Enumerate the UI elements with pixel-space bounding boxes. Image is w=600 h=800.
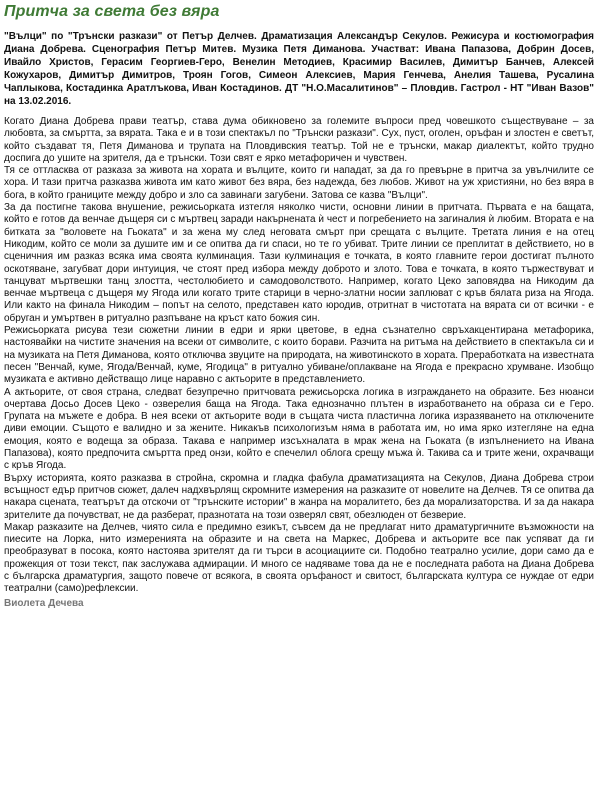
article-title: Притча за света без вяра (4, 3, 220, 20)
article-paragraph: Върху историята, която разказва в стройна, скромна и гладка фабула драматизацията на Секулов, Диана Добрева строи всъщност едър притчов сюжет, далеч надхвърлящ скромните измерения на разказите от новелите на Делчев. Тя се опитва да накара сцената, театърът да отскочи от "трънските истории" в жанра на моралитето, без да морализаторства. И за да накара зрителите да почувстват, не да разберат, празнотата на този озверял свят, обезлюден от безверие. (4, 472, 594, 521)
article-paragraph: Макар разказите на Делчев, чиято сила е предимно езикът, съвсем да не предлагат нито драматургичните възможности на пиесите на Лорка, нито измеренията на образите и на света на Маркес, Добрева и актьорите все пак успяват да ги преобразуват в посока, която настоява зрителят да ги търси в асоциациите си. Подобно театрално усилие, дори само да е прожекция от този текст, пак заслужава адмирации. И много се надяваме това да не е последната работа на Диана Добрева с българска драматургия, защото повече от всякога, в своята оръфаност и свитост, българската култура се нуждае от едри театрални (само)рефлексии. (4, 521, 594, 595)
article-paragraph: Режисьорката рисува тези сюжетни линии в едри и ярки цветове, в една съзнателно свръхакцентирана метафорика, настоявайки на чистите значения на всеки от символите, с които борави. Разчита на ритъма на действието в спектакъла си и на музиката на Петя Диманова, която отключва звуците на природата, на животинското в хората. Преработката на известната песен "Венчай, куме, Ягода/Венчай, куме, Ягодица" в ритуално убиване/оплакване на Ягода е прекрасно хрумване. Изобщо музиката е активно действащо лице наравно с актьорите в представлението. (4, 325, 594, 386)
author-name: Виолета Дечева (4, 597, 84, 609)
article-paragraph: Когато Диана Добрева прави театър, става дума обикновено за големите въпроси пред човешкото съществуване – за любовта, за смъртта, за вярата. Така е и в този спектакъл по "Трънски разкази". Сух, пуст, оголен, оръфан и злостен е светът, който създават тя, Петя Диманова и трупата на Пловдивския театър. Той не е трънски, макар диалектът, който трудно доспига до ушите на зрителя, да е трънски. Този свят е ярко метафоричен и чувствен. (4, 116, 594, 164)
article-paragraph: За да постигне такова внушение, режисьорката изтегля няколко чисти, основни линии в притчата. Първата е на бащата, който е готов да венчае дъщеря си с мъртвец заради накърнената ѝ чест и погребението на загиналия ѝ любим. Втората е на битката за "воловете на Гьоката" и за жена му след неговата смърт при срещата с вълците. Третата линия е на отец Никодим, който се моли за душите им и се опитва да ги спаси, но те го убиват. Трите линии се преплитат в действието, но в сценичния им разказ всяка има своята кулминация. Тази кулминация е точката, в която главните герои достигат пълното оскотяване, загубват дори интуиция, че стоят пред избора между доброто и злото. Това е точката, в която тържествуват и танцуват мъртвешки танц злостта, честолюбието и самодоволството. Например, когато Цеко заповядва на Никодим да венчае мъртвеца с дъщеря му Ягода или когато трите старици в черно-златни носии заплюват с кръв бялата риза на Ягода. Или както на финала Никодим – попът на селото, представен като юродив, отритнат в чистотата на вярата си от всички - е обруган и умъртвен в ритуално разпъване на кръст като божия син. (4, 202, 594, 324)
article-paragraph: Тя се оттласква от разказа за живота на хората и вълците, които ги нападат, за да го превърне в притча за увълчилите се хора. И тази притча разказва живота им като живот без вяра, без надежда, без любов. Живот на уж християни, но без вяра в бога, в който границите между добро и зло са завинаги загубени. Затова се казва "Вълци". (4, 165, 594, 201)
production-credits: "Вълци" по "Трънски разкази" от Петър Делчев. Драматизация Александър Секулов. Режисура и костюмография Диана Добрева. Сценография Петър Митев. Музика Петя Диманова. Участват: Ивана Папазова, Добрин Досев, Ивайло Христов, Герасим Георгиев-Геро, Венелин Методиев, Красимир Василев, Димитър Банчев, Алексей Кожухаров, Димитър Димитров, Троян Гогов, Симеон Алексиев, Мария Генчева, Анелия Ташева, Русалина Чаплыкова, Костадинка Аратлъкова, Иван Костадинов. ДТ "Н.О.Масалитинов" – Пловдив. Гастрол - НТ "Иван Вазов" на 13.02.2016. (4, 31, 594, 107)
article-paragraph: А актьорите, от своя страна, следват безупречно притчовата режисьорска логика в изграждането на образите. Без нюанси очертава Досьо Досев Цеко - озверелия баща на Ягода. Така еднозначно плътен в изработването на образа си е Геро. Групата на мъжете е добра. В нея всеки от актьорите води в същата чиста пластична логика изразяването на отключените диви емоции. Същото е валидно и за жените. Никакъв психологизъм няма в работата им, но има ярко изтегляне на една емоция, която е водеща за образа. Такава е например изсъхналата в мрак жена на Гьоката (в изпълнението на Ивана Папазова), която предпочита смъртта пред онзи, който е спечелил облога срещу мъжа ѝ. Такива са и трите жени, охрачващи с кръв Ягода. (4, 386, 594, 472)
article-body (4, 116, 594, 596)
